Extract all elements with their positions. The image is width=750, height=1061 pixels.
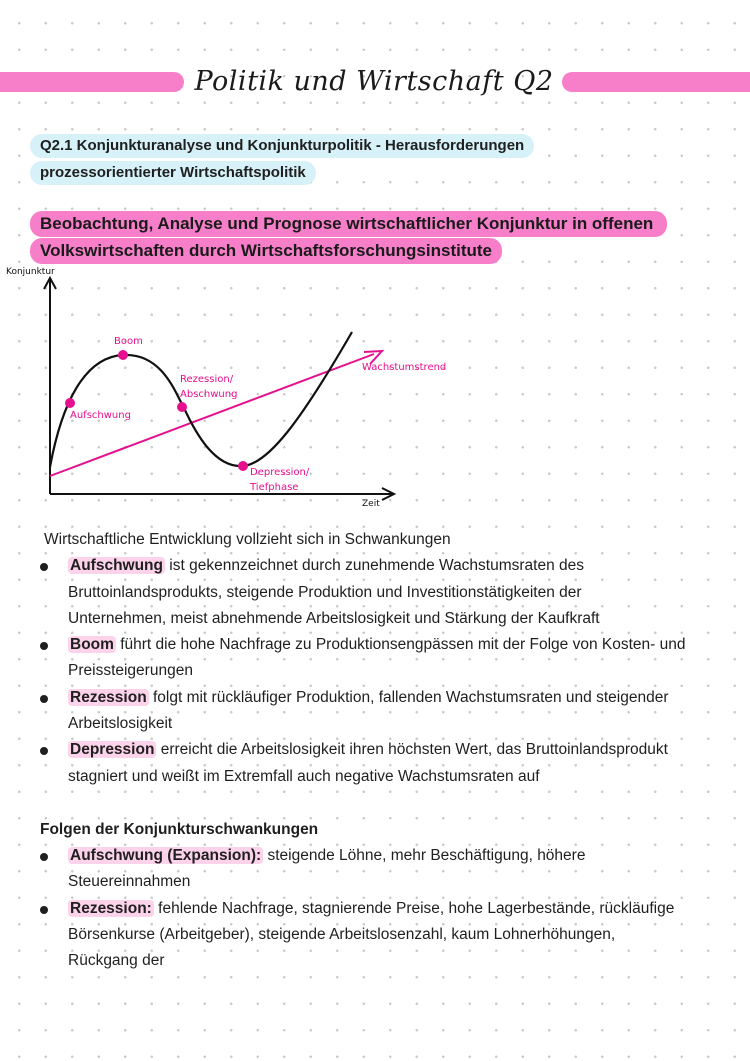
keyword-rezession: Rezession: [70, 689, 147, 706]
title-bar-left: [0, 72, 184, 92]
phase-point-depression: [238, 461, 248, 471]
consequence-expansion-line2: Steuereinnahmen: [68, 873, 191, 890]
bullet-depression-line2: stagniert und weißt im Extremfall auch negative Wachstumsraten auf: [68, 768, 540, 785]
bullet-dot: [40, 642, 48, 650]
phase-label-boom: Boom: [114, 336, 143, 347]
keyword-aufschwung: Aufschwung: [70, 557, 163, 574]
phase-label-aufschwung: Aufschwung: [70, 410, 131, 421]
phase-point-boom: [118, 350, 128, 360]
bullet-text: führt die hohe Nachfrage zu Produktionsengpässen mit der Folge von Kosten- und: [115, 636, 686, 653]
bullet-rezession-line1: [68, 689, 668, 707]
topic-heading-line2: Volkswirtschaften durch Wirtschaftsforschungsinstitute: [30, 238, 502, 264]
consequence-rezession-line3: Rückgang der: [68, 952, 165, 969]
bullet-boom-line2: Preissteigerungen: [68, 662, 193, 679]
bullet-rezession-line2: Arbeitslosigkeit: [68, 715, 173, 732]
y-axis-label: Konjunktur: [6, 267, 55, 277]
phase-label-depression-2: Tiefphase: [250, 482, 299, 493]
bullet-dot: [40, 747, 48, 755]
phase-point-aufschwung: [65, 398, 75, 408]
keyword-rezession-folgen: Rezession:: [70, 900, 152, 917]
section-heading-line2: prozessorientierter Wirtschaftspolitik: [30, 161, 316, 185]
bullet-text: erreicht die Arbeitslosigkeit ihren höchsten Wert, das Bruttoinlandsprodukt: [156, 741, 668, 758]
section-heading-line1: Q2.1 Konjunkturanalyse und Konjunkturpolitik - Herausforderungen: [30, 134, 534, 158]
consequence-rezession-line2: Börsenkurse (Arbeitgeber), steigende Arbeitslosenzahl, kaum Lohnerhöhungen,: [68, 926, 616, 943]
phase-label-rezession-2: Abschwung: [180, 389, 238, 400]
trend-label: Wachstumstrend: [362, 362, 447, 373]
topic-heading-line1: Beobachtung, Analyse und Prognose wirtschaftlicher Konjunktur in offenen: [30, 211, 667, 237]
bullet-depression-line1: [68, 741, 668, 759]
bullet-aufschwung-line1: [68, 557, 584, 575]
title-banner: [0, 64, 750, 102]
business-cycle-chart: [0, 262, 460, 512]
bullet-text: fehlende Nachfrage, stagnierende Preise, hohe Lagerbestände, rückläufige: [153, 900, 675, 917]
phase-label-depression-1: Depression/: [250, 467, 310, 478]
keyword-boom: Boom: [70, 636, 114, 653]
phase-label-rezession-1: Rezession/: [180, 374, 234, 385]
consequence-expansion-line1: [68, 847, 585, 865]
consequence-rezession-line1: [68, 900, 674, 918]
bullet-text: folgt mit rückläufiger Produktion, fallenden Wachstumsraten und steigender: [148, 689, 669, 706]
bullet-text: ist gekennzeichnet durch zunehmende Wachstumsraten des: [165, 557, 585, 574]
bullet-dot: [40, 695, 48, 703]
title-bar-right: [562, 72, 750, 92]
x-axis-label: Zeit: [362, 499, 380, 509]
page-title: Politik und Wirtschaft Q2: [194, 66, 554, 97]
bullet-dot: [40, 563, 48, 571]
keyword-expansion: Aufschwung (Expansion):: [70, 847, 262, 864]
keyword-depression: Depression: [70, 741, 155, 758]
intro-text: Wirtschaftliche Entwicklung vollzieht sich in Schwankungen: [44, 531, 451, 548]
bullet-aufschwung-line2: Bruttoinlandsprodukts, steigende Produktion und Investitionstätigkeiten der: [68, 584, 582, 601]
bullet-boom-line1: [68, 636, 685, 654]
phase-point-rezession: [177, 402, 187, 412]
bullet-dot: [40, 853, 48, 861]
bullet-text: steigende Löhne, mehr Beschäftigung, höhere: [263, 847, 586, 864]
bullet-aufschwung-line3: Unternehmen, meist abnehmende Arbeitslosigkeit und Stärkung der Kaufkraft: [68, 610, 600, 627]
consequences-heading: Folgen der Konjunkturschwankungen: [40, 821, 319, 838]
bullet-dot: [40, 906, 48, 914]
